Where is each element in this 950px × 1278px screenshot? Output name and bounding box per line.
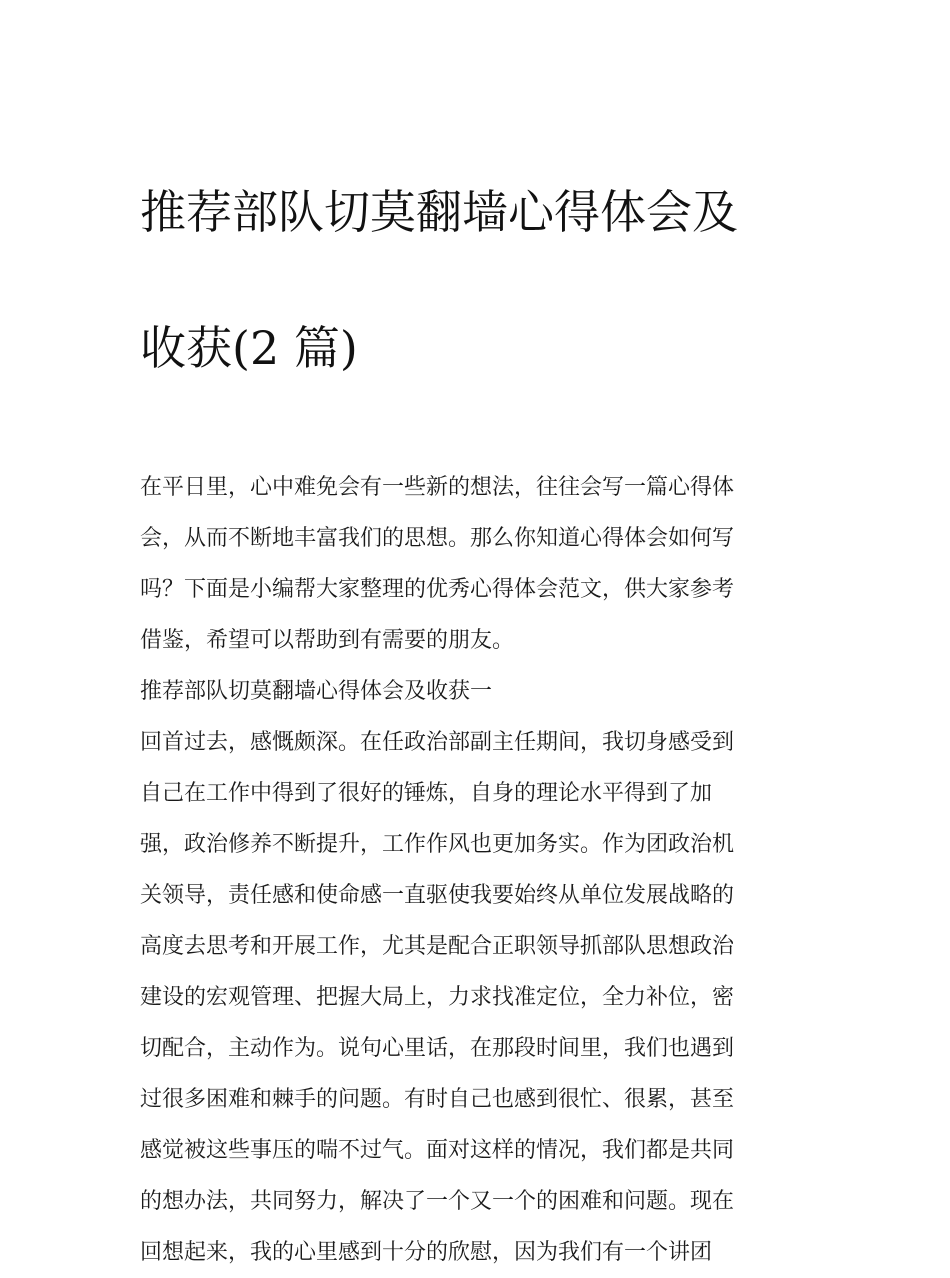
section-line: 高度去思考和开展工作，尤其是配合正职领导抓部队思想政治	[140, 934, 735, 959]
section-line: 建设的宏观管理、把握大局上，力求找准定位，全力补位，密	[140, 985, 735, 1010]
section-line: 回想起来，我的心里感到十分的欣慰，因为我们有一个讲团	[140, 1240, 713, 1265]
section-line: 的想办法，共同努力，解决了一个又一个的困难和问题。现在	[140, 1189, 735, 1214]
section-line: 强，政治修养不断提升，工作作风也更加务实。作为团政治机	[140, 832, 735, 857]
section-line: 自己在工作中得到了很好的锤炼，自身的理论水平得到了加	[140, 781, 713, 806]
intro-line: 借鉴，希望可以帮助到有需要的朋友。	[140, 628, 515, 653]
section-line: 切配合，主动作为。说句心里话，在那段时间里，我们也遇到	[140, 1036, 735, 1061]
document-title	[140, 110, 812, 450]
section-line: 关领导，责任感和使命感一直驱使我要始终从单位发展战略的	[140, 883, 735, 908]
intro-line: 在平日里，心中难免会有一些新的想法，往往会写一篇心得体	[140, 475, 735, 500]
title-line-1: 推荐部队切莫翻墙心得体会及	[140, 185, 738, 239]
section-line: 过很多困难和棘手的问题。有时自己也感到很忙、很累，甚至	[140, 1087, 735, 1112]
document-content	[140, 110, 812, 1278]
section-paragraph	[140, 717, 812, 1278]
section-heading: 推荐部队切莫翻墙心得体会及收获一	[140, 679, 493, 704]
title-line-2: 收获(2 篇)	[140, 321, 358, 375]
intro-line: 会，从而不断地丰富我们的思想。那么你知道心得体会如何写	[140, 526, 735, 551]
section-line: 感觉被这些事压的喘不过气。面对这样的情况，我们都是共同	[140, 1138, 735, 1163]
section-line: 回首过去，感慨颇深。在任政治部副主任期间，我切身感受到	[140, 730, 735, 755]
intro-paragraph	[140, 462, 812, 666]
intro-line: 吗？下面是小编帮大家整理的优秀心得体会范文，供大家参考	[140, 577, 735, 602]
